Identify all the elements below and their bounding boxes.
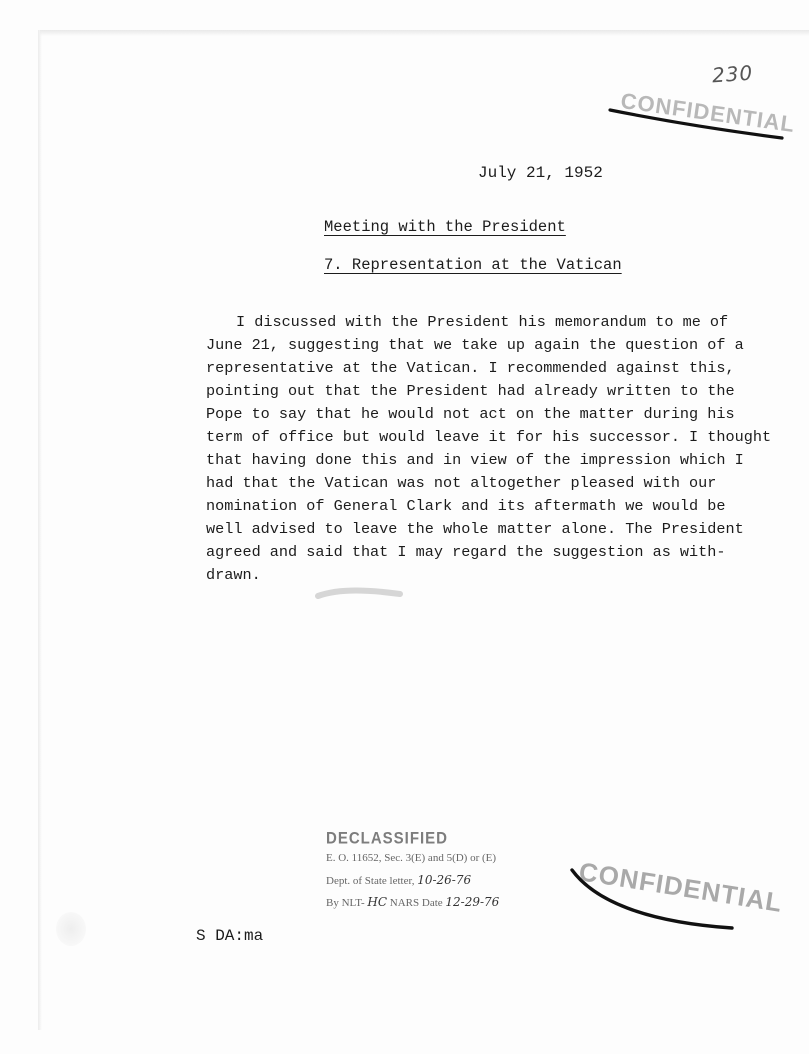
body-line: agreed and said that I may regard the suggestion as with- <box>206 543 726 561</box>
letter-date: 10-26-76 <box>417 873 472 887</box>
scan-edge-top <box>40 30 809 36</box>
body-line: Pope to say that he would not act on the matter during his <box>206 405 735 423</box>
body-line: that having done this and in view of the impression which I <box>206 451 744 469</box>
scan-edge-left <box>38 30 42 1030</box>
document-date: July 21, 1952 <box>478 164 603 182</box>
reference-initials: S DA:ma <box>196 927 264 945</box>
body-line: nomination of General Clark and its aftermath we would be <box>206 497 726 515</box>
declassification-by <box>326 891 499 913</box>
topic-heading: 7. Representation at the Vatican <box>324 256 622 274</box>
body-line: term of office but would leave it for his successor. I thought <box>206 428 772 446</box>
meeting-heading: Meeting with the President <box>324 218 566 236</box>
body-line: well advised to leave the whole matter alone. The President <box>206 520 744 538</box>
nars-label: NARS Date <box>389 897 443 909</box>
confidential-stamp-bottom: CONFIDENTIAL <box>576 856 785 918</box>
by-label: By NLT- <box>326 897 365 909</box>
confidential-stamp-top: CONFIDENTIAL <box>619 87 797 138</box>
nars-date: 12-29-76 <box>445 895 500 909</box>
declassification-stamp <box>326 830 499 913</box>
memo-body <box>206 311 772 587</box>
body-line: June 21, suggesting that we take up again the question of a <box>206 336 744 354</box>
declassification-authority: E. O. 11652, Sec. 3(E) and 5(D) or (E) <box>326 852 497 864</box>
body-line: had that the Vatican was not altogether pleased with our <box>206 474 717 492</box>
punch-hole <box>56 912 86 946</box>
body-line: I discussed with the President his memorandum to me of <box>236 313 729 331</box>
body-line: representative at the Vatican. I recommended against this, <box>206 359 735 377</box>
body-line: pointing out that the President had already written to the <box>206 382 735 400</box>
declassified-title: DECLASSIFIED <box>326 829 449 848</box>
declassification-letter <box>326 869 499 891</box>
body-line: drawn. <box>206 566 261 584</box>
by-initials: HC <box>367 895 388 909</box>
page-number: 230 <box>711 60 754 88</box>
letter-label: Dept. of State letter, <box>326 875 415 887</box>
